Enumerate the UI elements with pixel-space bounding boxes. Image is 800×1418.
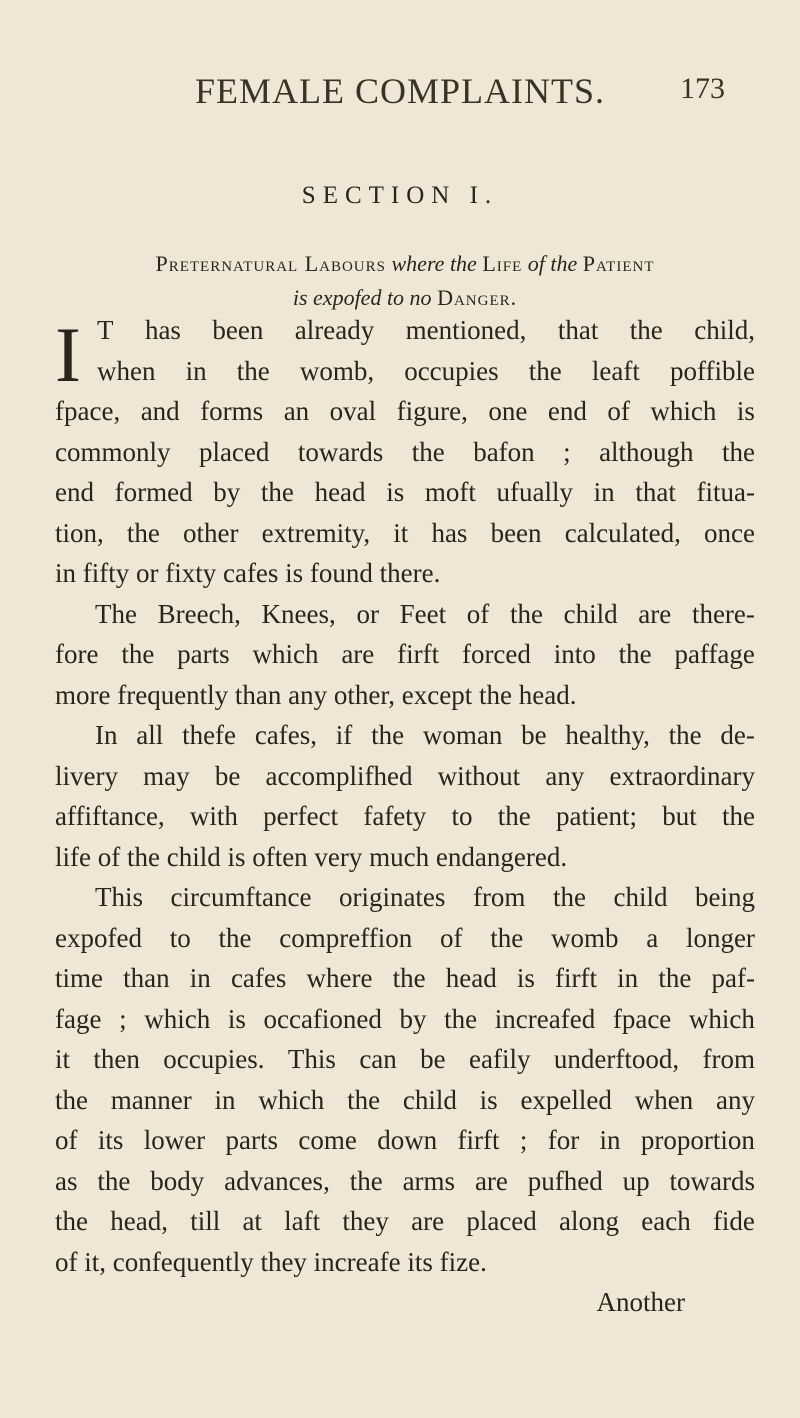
text-line: when in the womb, occupies the leaft poffible xyxy=(97,355,755,386)
text-line: livery may be accomplifhed without any extraordinary xyxy=(55,760,755,791)
catchword: Another xyxy=(596,1287,685,1317)
text-line: commonly placed towards the bafon ; although the xyxy=(55,436,755,467)
text-line: it then occupies. This can be eafily underftood, from xyxy=(55,1044,755,1074)
section-title-line-1 xyxy=(60,247,750,281)
body-text xyxy=(55,310,755,1323)
text-line: In all thefe cafes, if the woman be healthy, the de- xyxy=(95,720,755,750)
title-part: Danger. xyxy=(437,285,518,310)
text-line: the manner in which the child is expelled when any xyxy=(55,1084,755,1115)
text-line: of its lower parts come down firft ; for in proportion xyxy=(55,1125,755,1155)
text-line: This circumftance originates from the child being xyxy=(95,882,755,912)
text-line: T has been already mentioned, that the child, xyxy=(97,315,755,345)
text-line: affiftance, with perfect fafety to the patient; but the xyxy=(55,801,755,831)
text-line: fage ; which is occafioned by the increafed fpace which xyxy=(55,1003,755,1034)
text-line: time than in cafes where the head is firft in the paf- xyxy=(55,963,755,993)
text-line: tion, the other extremity, it has been calculated, once xyxy=(55,517,755,548)
text-line: in fifty or fixty cafes is found there. xyxy=(55,558,441,588)
text-line: fpace, and forms an oval figure, one end of which is xyxy=(55,396,755,426)
text-line: expofed to the compreffion of the womb a longer xyxy=(55,922,755,953)
drop-cap: I xyxy=(55,311,81,398)
title-part: of the xyxy=(527,251,578,276)
text-line: fore the parts which are firft forced into the paffage xyxy=(55,639,755,669)
page-number: 173 xyxy=(680,72,725,105)
text-line: The Breech, Knees, or Feet of the child are there- xyxy=(95,598,755,629)
text-line: of it, confequently they increafe its fize. xyxy=(55,1246,487,1277)
section-heading: SECTION I. xyxy=(301,182,499,209)
text-line: as the body advances, the arms are pufhed up towards xyxy=(55,1165,755,1196)
title-part: Life xyxy=(482,251,523,276)
title-part: is expofed to no xyxy=(292,285,432,310)
text-line: the head, till at laft they are placed along each fide xyxy=(55,1206,755,1236)
text-line: end formed by the head is moft ufually in that fitua- xyxy=(55,477,755,507)
title-part: Patient xyxy=(582,251,655,276)
title-part: Preternatural Labours xyxy=(155,251,386,276)
running-head: FEMALE COMPLAINTS. xyxy=(194,71,606,111)
section-title xyxy=(60,247,750,315)
text-line: more frequently than any other, except the head. xyxy=(55,679,577,710)
text-line: life of the child is often very much endangered. xyxy=(55,841,568,872)
title-part: where the xyxy=(391,251,477,276)
